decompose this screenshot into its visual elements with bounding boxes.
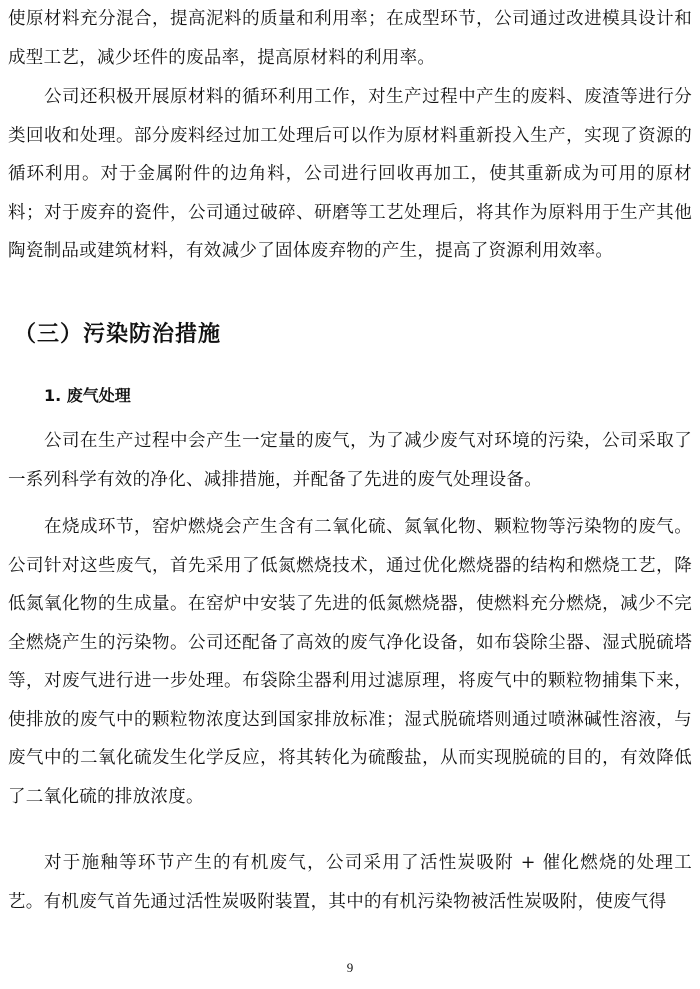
section-heading: （三）污染防治措施 xyxy=(14,322,222,347)
paragraph-gas-intro: 公司在生产过程中会产生一定量的废气，为了减少废气对环境的污染，公司采取了一系列科学有效的净化、减排措施，并配备了先进的废气处理设备。 xyxy=(8,431,692,490)
subsection-heading: 1. 废气处理 xyxy=(44,386,131,405)
paragraph-recycling: 公司还积极开展原材料的循环利用工作，对生产过程中产生的废料、废渣等进行分类回收和处理。部分废料经过加工处理后可以作为原材料重新投入生产，实现了资源的循环利用。对于金属附件的边角料，公司进行回收再加工，使其重新成为可用的原材料；对于废弃的瓷件，公司通过破碎、研磨等工艺处理后，将其作为原料用于生产其他陶瓷制品或建筑材料，有效减少了固体废弃物的产生，提高了资源利用效率。 xyxy=(8,87,692,261)
paragraph-raw-material-usage: 使原材料充分混合，提高泥料的质量和利用率；在成型环节，公司通过改进模具设计和成型工艺，减少坯件的废品率，提高原材料的利用率。 xyxy=(8,9,692,68)
paragraph-glazing-organic-gas: 对于施釉等环节产生的有机废气，公司采用了活性炭吸附 + 催化燃烧的处理工艺。有机废气首先通过活性炭吸附装置，其中的有机污染物被活性炭吸附，使废气得 xyxy=(8,853,692,912)
paragraph-kiln-emissions: 在烧成环节，窑炉燃烧会产生含有二氧化硫、氮氧化物、颗粒物等污染物的废气。公司针对这些废气，首先采用了低氮燃烧技术，通过优化燃烧器的结构和燃烧工艺，降低氮氧化物的生成量。在窑炉中安装了先进的低氮燃烧器，使燃料充分燃烧，减少不完全燃烧产生的污染物。公司还配备了高效的废气净化设备，如布袋除尘器、湿式脱硫塔等，对废气进行进一步处理。布袋除尘器利用过滤原理，将废气中的颗粒物捕集下来，使排放的废气中的颗粒物浓度达到国家排放标准；湿式脱硫塔则通过喷淋碱性溶液，与废气中的二氧化硫发生化学反应，将其转化为硫酸盐，从而实现脱硫的目的，有效降低了二氧化硫的排放浓度。 xyxy=(8,517,692,807)
page-number: 9 xyxy=(346,960,354,975)
